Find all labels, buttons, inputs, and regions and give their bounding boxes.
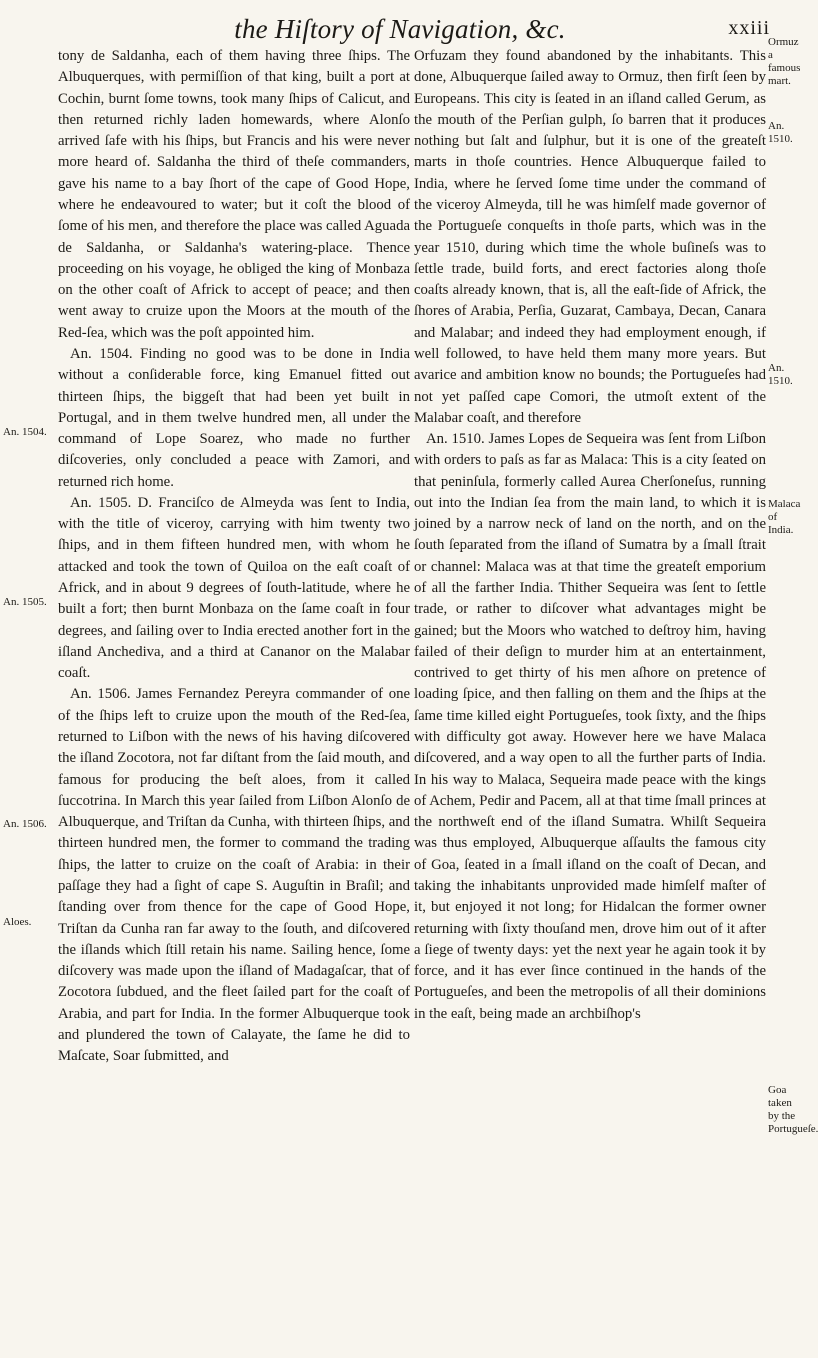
right-column — [414, 46, 766, 1025]
margin-note-topic: Aloes. — [3, 916, 32, 928]
paragraph: An. 1510. James Lopes de Sequeira was ſent from Liſbon with orders to paſs as far as Malaca: This is a city ſeated on that peninſula, formerly called Aurea Cherſoneſus, running out into the Indian ſea from the main land, to which it is joined by a narrow neck of land on the north, and on the ſouth ſeparated from the iſland of Sumatra by a ſmall ſtrait or channel: Malaca was at that time the greateſt emporium of all the farther India. Thither Sequeira was ſent to ſettle trade, or rather to diſcover what advantages might be gained; but the Moors who watched to deſtroy him, having failed of their deſign to murder him at an entertainment, contrived to get thirty of his men aſhore on pretence of loading ſpice, and then falling on them and the ſhips at the ſame time killed eight Portugueſes, took ſixty, and the ſhips with difficulty got away. However here we have Malaca diſcovered, and a way open to all the further parts of India. In his way to Malaca, Sequeira made peace with the kings of Achem, Pedir and Pacem, all at that time ſmall princes at the northweſt end of the iſland Sumatra. Whilſt Sequeira was thus employed, Albuquerque aſſaults the famous city of Goa, ſeated in a ſmall iſland on the coaſt of Decan, and taking the inhabitants unprovided made himſelf maſter of it, but enjoyed it not long; for Hidalcan the former owner returning with ſixty thouſand men, drove him out of it after a ſiege of twenty days: yet the next year he again took it by force, and it has ever ſince continued in the hands of the Portugueſes, and been the metropolis of all their dominions in the eaſt, being made an archbiſhop's — [414, 431, 766, 1022]
margin-note-year: An. 1504. — [3, 426, 47, 438]
margin-note-topic: Malaca of India. — [768, 498, 801, 536]
paragraph: An. 1504. Finding no good was to be done in India without a conſiderable force, king Emanuel fitted out thirteen ſhips, the biggeſt that had been yet built in Portugal, and in them twelve hundred men, all under the command of Lope Soarez, who made no further diſcoveries, only concluded a peace with Zamori, and returned rich home. — [58, 345, 410, 490]
paragraph: An. 1506. James Fernandez Pereyra commander of one of the ſhips left to cruize upon the mouth of the Red-ſea, returned to Liſbon with the news of his having diſcovered the iſland Zocotora, not far diſtant from the ſaid mouth, and famous for producing the beſt aloes, from it called ſuccotrina. In March this year ſailed from Liſbon Alonſo de Albuquerque, and Triſtan da Cunha, with thirteen ſhips, and thirteen hundred men, the former to command the trading ſhips, the latter to cruize on the coaſt of Arabia: in their paſſage they had a ſight of cape S. Auguſtin in Braſil; and ſtanding over from thence for the cape of Good Hope, Triſtan da Cunha ran far away to the ſouth, and diſcovered the iſlands which ſtill retain his name. Sailing hence, ſome diſcovery was made upon the iſland of Madagaſcar, that of Zocotora ſubdued, and the fleet ſailed part for the coaſt of Arabia, and part for India. In the former Albuquerque took and plundered the town of Calayate, the ſame he did to Maſcate, Soar ſubmitted, and — [58, 686, 410, 1065]
margin-note-topic: Ormuz a famous mart. — [768, 36, 801, 87]
margin-note-year: An. 1505. — [3, 596, 47, 608]
running-title: the Hiſtory of Navigation, &c. — [234, 14, 566, 44]
margin-note-year: An. 1510. — [768, 362, 793, 387]
margin-note-topic: Goa taken by the Portugueſe. — [768, 1084, 818, 1135]
margin-note-year: An. 1506. — [3, 818, 47, 830]
left-column — [58, 46, 410, 1068]
paragraph: tony de Saldanha, each of them having three ſhips. The Albuquerques, with permiſſion of that king, built a port at Cochin, burnt ſome towns, took many ſhips of Calicut, and then returned richly laden homewards, where Alonſo arrived ſafe with his ſhips, but Francis and his were never more heard of. Saldanha the third of theſe commanders, gave his name to a bay ſhort of the cape of Good Hope, where he endeavoured to water; but it coſt the blood of ſome of his men, and therefore the place was called Aguada de Saldanha, or Saldanha's watering-place. Thence proceeding on his voyage, he obliged the king of Monbaza on the other coaſt of Africk to accept of peace; and then went away to cruize upon the Moors at the mouth of the Red-ſea, which was the poſt appointed him. — [58, 48, 410, 341]
paragraph: An. 1505. D. Franciſco de Almeyda was ſent to India, with the title of viceroy, carrying with him twenty two ſhips, and in them fifteen hundred men, with whom he attacked and took the town of Quiloa on the eaſt coaſt of Africk, and in about 9 degrees of ſouth-latitude, where he built a fort; then burnt Monbaza on the ſame coaſt in four degrees, and ſailing over to India erected another fort in the iſland Anchediva, and a third at Cananor on the Malabar coaſt. — [58, 494, 410, 682]
page-number: xxiii — [728, 17, 770, 39]
paragraph: Orfuzam they found abandoned by the inhabitants. This done, Albuquerque ſailed away to Ormuz, then firſt ſeen by Europeans. This city is ſeated in an iſland called Gerum, as the mouth of the Perſian gulph, ſo barren that it produces nothing but ſalt and ſulphur, but it is one of the greateſt marts in thoſe countries. Hence Albuquerque failed to India, where he ſerved ſome time under the command of the viceroy Almeyda, till he was himſelf made governor of the Portugueſe conqueſts in thoſe parts, which was in the year 1510, during which time the whole buſineſs was to ſettle trade, build forts, and erect factories along thoſe coaſts already known, that is, all the eaſt-ſide of Africk, the ſhores of Arabia, Perſia, Guzarat, Cambaya, Decan, Canara and Malabar; and indeed they had employment enough, if well followed, to have held them many more years. But avarice and ambition know no bounds; the Portugueſes had not yet paſſed cape Comori, the utmoſt extent of the Malabar coaſt, and therefore — [414, 48, 766, 426]
margin-note-year: An. 1510. — [768, 120, 793, 145]
running-header — [0, 14, 800, 50]
